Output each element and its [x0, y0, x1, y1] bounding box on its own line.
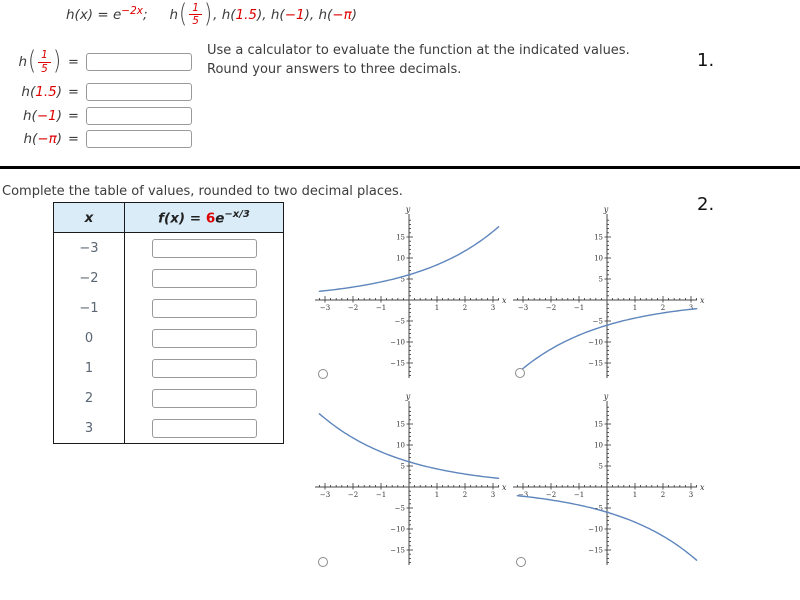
- function-definition: h(x) = e $^{-2x}$ ; h ( $\frac{1}{5}$ ) , h( 1.5 ), h( −1 ), h( −π ): [66, 0, 358, 29]
- svg-text:x: x: [700, 483, 705, 492]
- graph-option-1: [309, 206, 509, 386]
- answer-input-h-neg-1[interactable]: [86, 107, 192, 125]
- svg-text:−2: −2: [347, 491, 359, 499]
- svg-text:−5: −5: [394, 317, 405, 326]
- svg-text:y: y: [603, 206, 609, 214]
- fx-value-input[interactable]: [152, 299, 257, 318]
- svg-text:15: 15: [594, 233, 603, 242]
- svg-text:−3: −3: [319, 491, 331, 499]
- svg-text:5: 5: [598, 462, 603, 471]
- equals-sign: =: [68, 108, 79, 124]
- x-value: −2: [54, 263, 125, 293]
- table-row: [54, 353, 284, 383]
- x-value: 1: [54, 353, 125, 383]
- answer-input-h-one-fifth[interactable]: [86, 53, 192, 71]
- arg4-value: −π: [332, 6, 352, 23]
- svg-text:2: 2: [462, 304, 468, 312]
- svg-text:−5: −5: [394, 504, 405, 513]
- equals-sign: =: [68, 131, 79, 147]
- graph-plot: [507, 206, 707, 386]
- column-header-x: x: [54, 203, 125, 233]
- svg-text:15: 15: [396, 233, 405, 242]
- fraction-one-fifth: $\frac{1}{5}$: [38, 49, 51, 74]
- fx-value-input[interactable]: [152, 269, 257, 288]
- formula-lhs: h(x) = e: [66, 6, 122, 23]
- fx-value-input[interactable]: [152, 359, 257, 378]
- formula-exponent: −2x: [121, 4, 143, 17]
- problem1-instructions: [207, 41, 677, 79]
- answer-input-h-neg-pi[interactable]: [86, 130, 192, 148]
- svg-text:1: 1: [632, 491, 638, 499]
- graph-option-radio-1[interactable]: [318, 369, 328, 379]
- svg-text:−5: −5: [592, 504, 603, 513]
- svg-text:5: 5: [400, 275, 405, 284]
- svg-text:−15: −15: [588, 546, 603, 555]
- fx-cell: [125, 353, 284, 383]
- arg2-value: 1.5: [235, 6, 258, 23]
- table-header-row: [54, 203, 284, 233]
- svg-text:1: 1: [632, 304, 638, 312]
- table-row: [54, 413, 284, 444]
- svg-text:−2: −2: [545, 304, 557, 312]
- x-value: −3: [54, 233, 125, 264]
- svg-text:3: 3: [688, 304, 694, 312]
- answer-label-h-one-fifth: h ( $\frac{1}{5}$ ): [18, 46, 61, 76]
- svg-text:−1: −1: [573, 304, 585, 312]
- graph-option-radio-2[interactable]: [515, 368, 525, 378]
- svg-text:3: 3: [490, 491, 496, 499]
- svg-text:3: 3: [688, 491, 694, 499]
- svg-text:5: 5: [400, 462, 405, 471]
- answer-row-h-neg-pi: [0, 128, 192, 150]
- arg3-value: −1: [284, 6, 305, 23]
- answer-label-h-neg-pi: h( −π ): [23, 131, 62, 147]
- svg-text:10: 10: [396, 441, 405, 450]
- svg-text:2: 2: [660, 491, 666, 499]
- svg-text:y: y: [603, 393, 609, 401]
- equals-sign: =: [68, 54, 79, 70]
- fx-value-input[interactable]: [152, 329, 257, 348]
- answer-input-h-1-5[interactable]: [86, 83, 192, 101]
- svg-text:−3: −3: [517, 491, 529, 499]
- svg-text:x: x: [700, 296, 705, 305]
- x-value: 0: [54, 323, 125, 353]
- graph-option-3: [309, 393, 509, 573]
- svg-text:−1: −1: [375, 491, 387, 499]
- graph-option-2: [507, 206, 707, 386]
- svg-text:10: 10: [594, 441, 603, 450]
- table-row: [54, 263, 284, 293]
- svg-text:−5: −5: [592, 317, 603, 326]
- problem2-number: 2.: [697, 194, 715, 215]
- x-value: 3: [54, 413, 125, 444]
- table-row: [54, 233, 284, 264]
- svg-text:15: 15: [594, 420, 603, 429]
- svg-text:−1: −1: [375, 304, 387, 312]
- graph-plot: [309, 206, 509, 386]
- arg3-pre: h(: [270, 6, 285, 23]
- svg-text:−15: −15: [390, 359, 405, 368]
- values-table: [53, 202, 284, 444]
- answer-row-h-1-5: [0, 81, 192, 103]
- graph-option-radio-4[interactable]: [516, 557, 526, 567]
- fx-cell: [125, 383, 284, 413]
- svg-text:−2: −2: [545, 491, 557, 499]
- arg2-post: ),: [257, 6, 271, 23]
- svg-text:2: 2: [660, 304, 666, 312]
- equals-sign: =: [68, 84, 79, 100]
- x-value: 2: [54, 383, 125, 413]
- arg4-post: ): [351, 6, 358, 23]
- answer-row-h-one-fifth: [0, 44, 192, 80]
- instructions-line-2: Round your answers to three decimals.: [207, 62, 462, 77]
- svg-text:−10: −10: [390, 338, 405, 347]
- svg-text:−10: −10: [390, 525, 405, 534]
- svg-text:1: 1: [434, 304, 440, 312]
- svg-text:10: 10: [594, 254, 603, 263]
- svg-text:1: 1: [434, 491, 440, 499]
- arg2-pre: h(: [221, 6, 236, 23]
- fx-cell: [125, 293, 284, 323]
- svg-text:−15: −15: [390, 546, 405, 555]
- instructions-line-1: Use a calculator to evaluate the function at the indicated values.: [207, 43, 630, 58]
- fx-value-input[interactable]: [152, 239, 257, 258]
- svg-text:−2: −2: [347, 304, 359, 312]
- graph-option-4: [507, 393, 707, 573]
- svg-text:x: x: [502, 296, 507, 305]
- svg-text:−10: −10: [588, 525, 603, 534]
- svg-text:y: y: [405, 393, 411, 401]
- table-row: [54, 293, 284, 323]
- table-row: [54, 383, 284, 413]
- fx-value-input[interactable]: [152, 419, 257, 438]
- svg-text:−3: −3: [517, 304, 529, 312]
- fx-cell: [125, 263, 284, 293]
- answer-label-h-1-5: h( 1.5 ): [21, 84, 62, 100]
- formula-comma: ,: [213, 6, 222, 23]
- answer-row-h-neg-1: [0, 105, 192, 127]
- x-value: −1: [54, 293, 125, 323]
- formula-h: h: [169, 6, 179, 23]
- svg-text:3: 3: [490, 304, 496, 312]
- arg4-pre: h(: [318, 6, 333, 23]
- svg-text:5: 5: [598, 275, 603, 284]
- svg-text:15: 15: [396, 420, 405, 429]
- problem2-prompt: Complete the table of values, rounded to two decimal places.: [2, 184, 403, 199]
- fraction-one-fifth: $\frac{1}{5}$: [189, 2, 202, 27]
- svg-text:x: x: [502, 483, 507, 492]
- svg-text:y: y: [405, 206, 411, 214]
- fx-cell: [125, 323, 284, 353]
- section-divider: [0, 166, 800, 169]
- values-table-body: [54, 233, 284, 444]
- graph-option-radio-3[interactable]: [318, 557, 328, 567]
- fx-cell: [125, 413, 284, 444]
- column-header-fx: $f(x) = 6e^{-x/3}$: [125, 203, 284, 233]
- fx-value-input[interactable]: [152, 389, 257, 408]
- graph-plot: [309, 393, 509, 573]
- arg3-post: ),: [304, 6, 319, 23]
- svg-text:−15: −15: [588, 359, 603, 368]
- svg-text:−3: −3: [319, 304, 331, 312]
- svg-text:10: 10: [396, 254, 405, 263]
- svg-text:2: 2: [462, 491, 468, 499]
- problem1-number: 1.: [697, 50, 715, 71]
- formula-semicolon: ;: [142, 6, 148, 23]
- svg-text:−1: −1: [573, 491, 585, 499]
- fx-cell: [125, 233, 284, 264]
- answer-label-h-neg-1: h( −1 ): [22, 108, 62, 124]
- graph-plot: [507, 393, 707, 573]
- svg-text:−10: −10: [588, 338, 603, 347]
- table-row: [54, 323, 284, 353]
